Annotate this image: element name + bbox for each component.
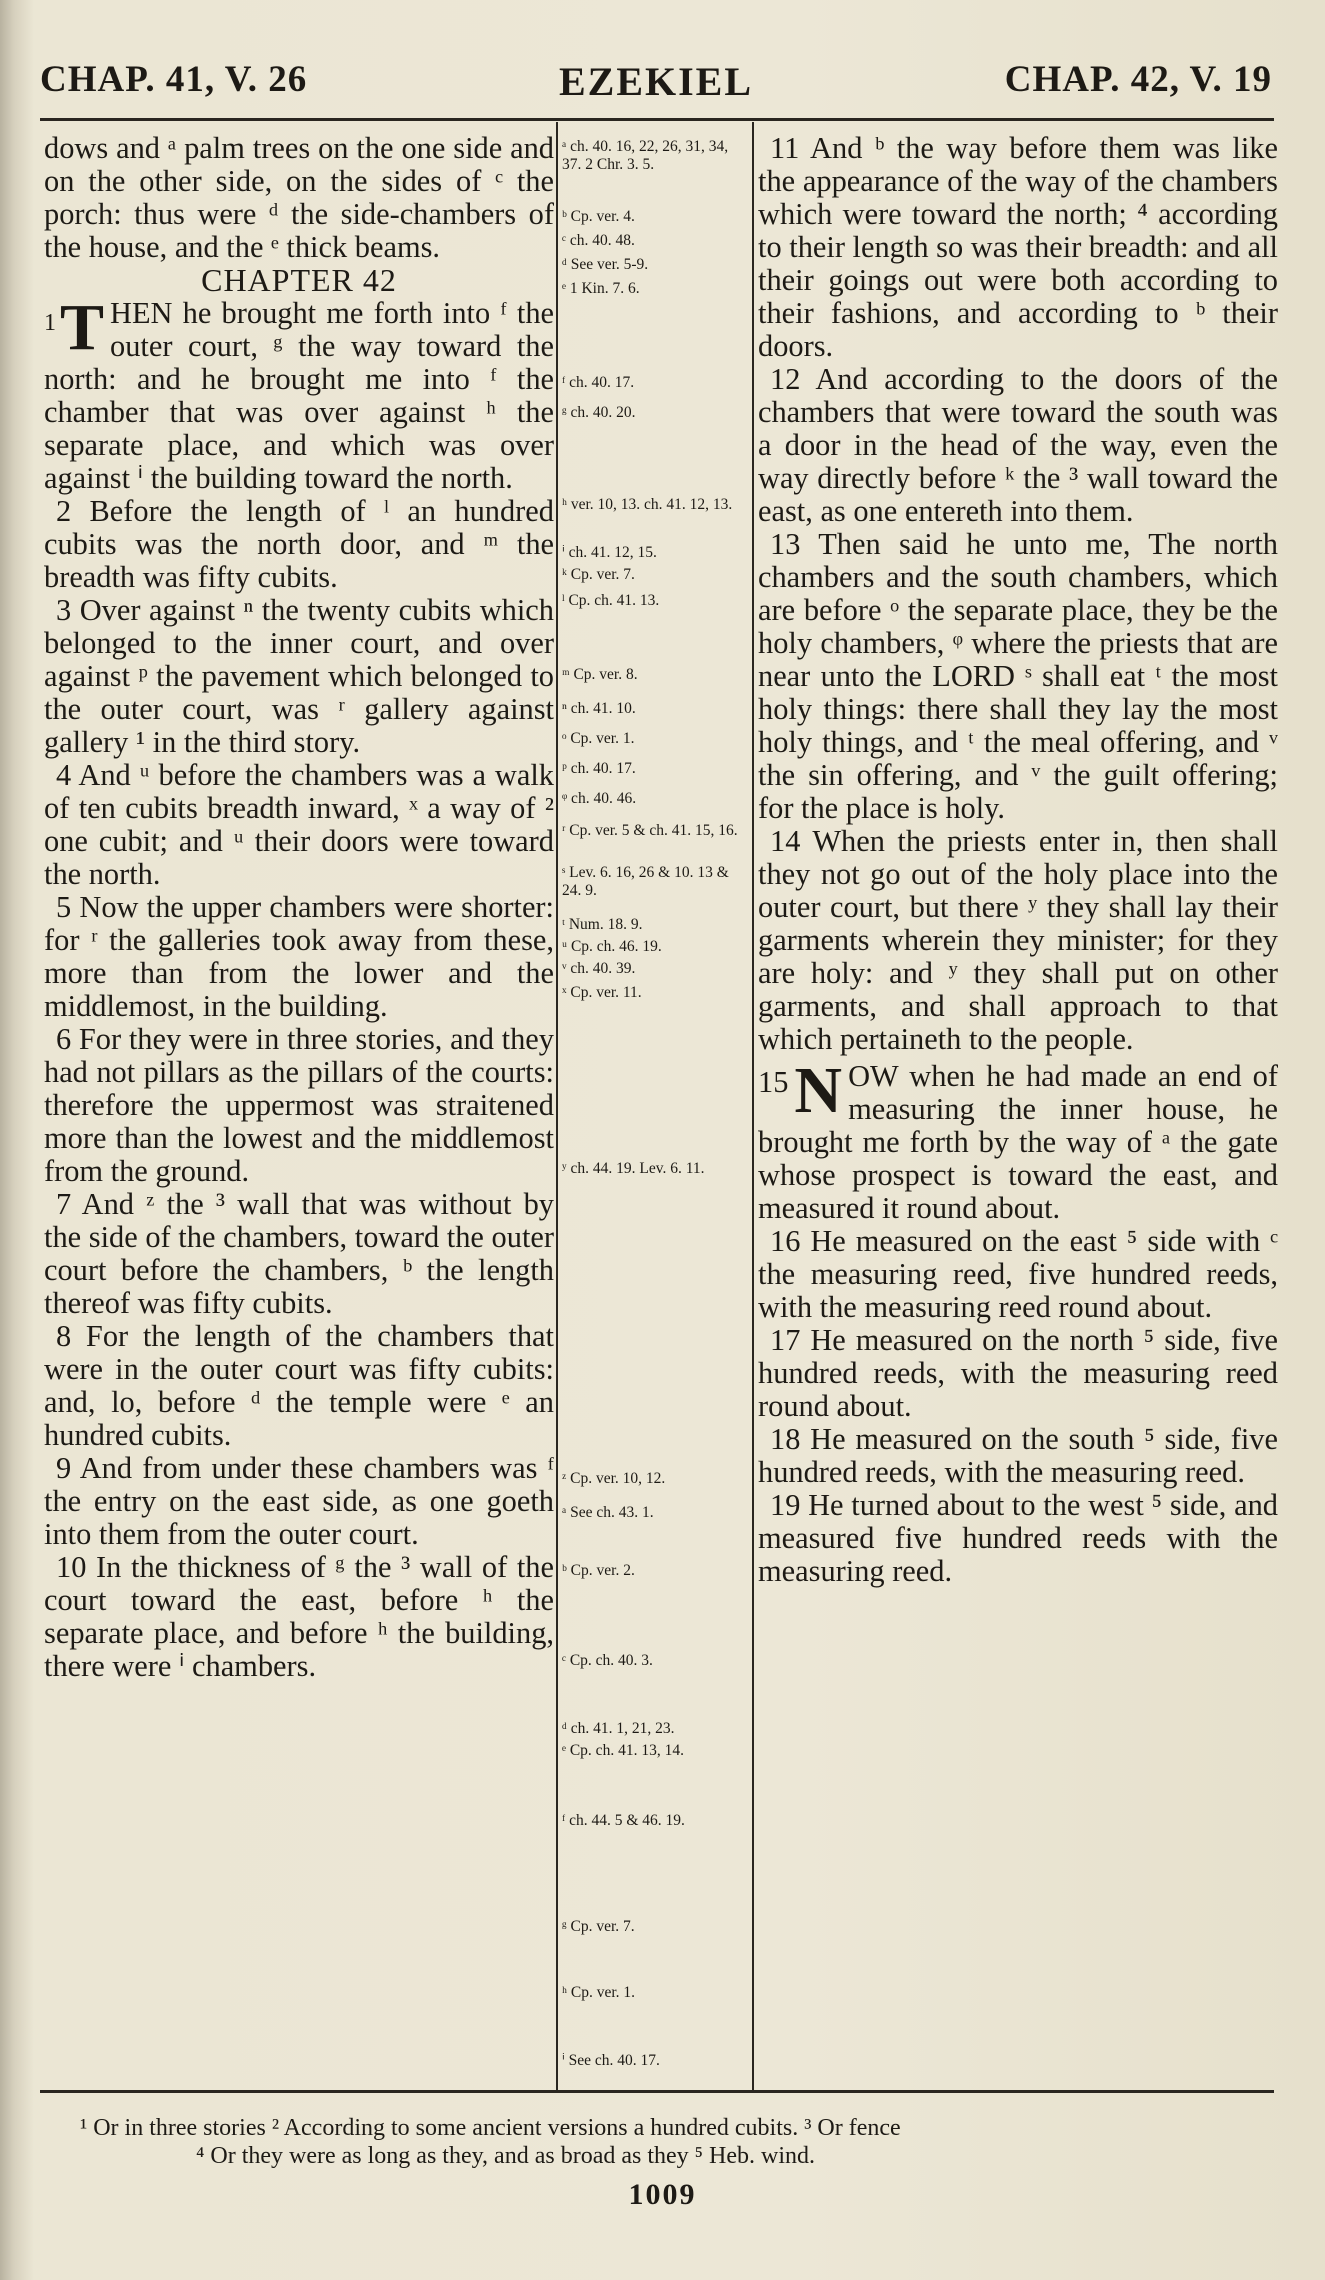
footer-rule [40, 2090, 1274, 2093]
verse-15-dropcap: N [794, 1054, 843, 1127]
cross-reference: ᵘ Cp. ch. 46. 19. [562, 938, 662, 955]
cross-reference: ˢ Lev. 6. 16, 26 & 10. 13 & 24. 9. [562, 864, 729, 899]
cross-reference: ᵇ Cp. ver. 2. [562, 1562, 635, 1579]
cross-reference: ᵐ Cp. ver. 8. [562, 666, 638, 683]
verse-continuation: dows and ᵃ palm trees on the one side and on the other side, on the sides of ᶜ the porch: thus were ᵈ the side-chambers of the house, and the ᵉ thick beams. [44, 131, 554, 264]
footnote-line-1: ¹ Or in three stories ² According to some ancient versions a hundred cubits. ³ Or fence [80, 2115, 901, 2141]
cross-reference: ʰ ver. 10, 13. ch. 41. 12, 13. [562, 496, 733, 513]
column-divider-right [752, 122, 754, 2090]
cross-reference: ᵠ ch. 40. 46. [562, 790, 637, 807]
cross-reference: ᵗ Num. 18. 9. [562, 916, 643, 933]
cross-reference: ᵍ Cp. ver. 7. [562, 1918, 635, 1935]
verse-4: 4 And ᵘ before the chambers was a walk of ten cubits breadth inward, ˣ a way of ² one cubit; and ᵘ their doors were toward the north. [44, 758, 554, 891]
cross-reference: ⁿ ch. 41. 10. [562, 700, 636, 717]
cross-reference: ᶻ Cp. ver. 10, 12. [562, 1470, 666, 1487]
verse-18: 18 He measured on the south ⁵ side, five hundred reeds, with the measuring reed. [758, 1422, 1278, 1489]
cross-reference: ᵏ Cp. ver. 7. [562, 566, 635, 583]
verse-13: 13 Then said he unto me, The north chambers and the south chambers, which are before ᵒ the separate place, they be the holy chambers, ᵠ where the priests that are near unto the LORD ˢ shall eat ᵗ the most holy things: there shall they lay the most holy things, and ᵗ the meal offering, and ᵛ the sin offering, and ᵛ the guilt offering; for the place is holy. [758, 527, 1278, 825]
verse-5: 5 Now the upper chambers were shorter: for ʳ the galleries took away from these, more than from the lower and the middlemost, in the building. [44, 890, 554, 1023]
cross-reference: ᵈ ch. 41. 1, 21, 23. [562, 1720, 675, 1737]
verse-1-number: 1 [44, 310, 56, 336]
verse-8: 8 For the length of the chambers that were in the outer court was fifty cubits: and, lo, before ᵈ the temple were ᵉ an hundred cubits. [44, 1319, 554, 1452]
header-left-reference: CHAP. 41, V. 26 [40, 59, 308, 100]
verse-3: 3 Over against ⁿ the twenty cubits which belonged to the inner court, and over against ᵖ the pavement which belonged to the outer court, was ʳ gallery against gallery ¹ in the third story. [44, 593, 554, 759]
footnote-line-2: ⁴ Or they were as long as they, and as broad as they ⁵ Heb. wind. [196, 2143, 816, 2169]
cross-reference: ⁱ ch. 41. 12, 15. [562, 544, 657, 561]
cross-reference: ᵍ ch. 40. 20. [562, 404, 636, 421]
cross-reference: ʳ Cp. ver. 5 & ch. 41. 15, 16. [562, 822, 738, 839]
cross-reference: ˡ Cp. ch. 41. 13. [562, 592, 660, 609]
verse-2: 2 Before the length of ˡ an hundred cubits was the north door, and ᵐ the breadth was fifty cubits. [44, 494, 554, 594]
verse-10: 10 In the thickness of ᵍ the ³ wall of the court toward the east, before ʰ the separate place, and before ʰ the building, there were ⁱ chambers. [44, 1550, 554, 1683]
verse-12: 12 And according to the doors of the chambers that were toward the south was a door in the head of the way, even the way directly before ᵏ the ³ wall toward the east, as one entereth into them. [758, 362, 1278, 528]
page-number: 1009 [628, 2178, 697, 2211]
cross-reference: ᶠ ch. 40. 17. [562, 374, 635, 391]
verse-9: 9 And from under these chambers was ᶠ the entry on the east side, as one goeth into them from the outer court. [44, 1451, 554, 1551]
cross-reference: ᵛ ch. 40. 39. [562, 960, 636, 977]
verse-1-text: HEN he brought me forth into ᶠ the outer court, ᵍ the way toward the north: and he brought me into ᶠ the chamber that was over against ʰ the separate place, and which was over against ⁱ the building toward the north. [44, 296, 554, 495]
verse-15 [758, 1054, 1278, 1225]
chapter-heading: CHAPTER 42 [201, 262, 397, 298]
verse-14: 14 When the priests enter in, then shall they not go out of the holy place into the outer court, but there ʸ they shall lay their garments wherein they minister; for they are holy: and ʸ they shall put on other garments, and shall approach to that which pertaineth to the people. [758, 824, 1278, 1056]
cross-reference: ᵖ ch. 40. 17. [562, 760, 636, 777]
left-text-column [44, 132, 554, 1683]
cross-reference: ˣ Cp. ver. 11. [562, 984, 642, 1001]
right-text-column [758, 132, 1278, 1588]
cross-reference: ʰ Cp. ver. 1. [562, 1984, 636, 2001]
cross-reference: ᵉ Cp. ch. 41. 13, 14. [562, 1742, 684, 1759]
cross-reference: ᶜ ch. 40. 48. [562, 232, 635, 249]
verse-6: 6 For they were in three stories, and they had not pillars as the pillars of the courts: therefore the uppermost was straitened more than the lowest and the middlemost from the ground. [44, 1022, 554, 1188]
verse-1 [44, 291, 554, 495]
column-divider-left [556, 122, 558, 2090]
cross-reference: ᵉ 1 Kin. 7. 6. [562, 280, 640, 297]
header-book-title: EZEKIEL [558, 59, 754, 104]
verse-17: 17 He measured on the north ⁵ side, five hundred reeds, with the measuring reed round about. [758, 1323, 1278, 1423]
running-header [40, 58, 1272, 114]
cross-reference: ⁱ See ch. 40. 17. [562, 2052, 660, 2069]
cross-reference: ᵃ See ch. 43. 1. [562, 1504, 654, 1521]
cross-reference: ᶠ ch. 44. 5 & 46. 19. [562, 1812, 685, 1829]
header-rule [40, 118, 1274, 121]
verse-19: 19 He turned about to the west ⁵ side, and measured five hundred reeds with the measuring reed. [758, 1488, 1278, 1588]
verse-15-number: 15 [758, 1065, 789, 1099]
cross-reference: ᵃ ch. 40. 16, 22, 26, 31, 34, 37. 2 Chr. 3. 5. [562, 138, 729, 173]
verse-7: 7 And ᶻ the ³ wall that was without by the side of the chambers, toward the outer court before the chambers, ᵇ the length thereof was fifty cubits. [44, 1187, 554, 1320]
header-right-reference: CHAP. 42, V. 19 [1004, 59, 1272, 100]
verse-16: 16 He measured on the east ⁵ side with ᶜ the measuring reed, five hundred reeds, with the measuring reed round about. [758, 1224, 1278, 1324]
cross-reference: ᵇ Cp. ver. 4. [562, 208, 635, 225]
verse-1-dropcap: T [60, 291, 105, 364]
cross-reference: ᶜ Cp. ch. 40. 3. [562, 1652, 653, 1669]
cross-reference: ᵈ See ver. 5-9. [562, 256, 649, 273]
cross-reference: ʸ ch. 44. 19. Lev. 6. 11. [562, 1160, 705, 1177]
verse-15-text: OW when he had made an end of measuring the inner house, he brought me forth by the way of ᵃ the gate whose prospect is toward the east, and measured it round about. [758, 1059, 1278, 1225]
verse-11: 11 And ᵇ the way before them was like the appearance of the way of the chambers which were toward the north; ⁴ according to their length so was their breadth: and all their goings out were both according to their fashions, and according to ᵇ their doors. [758, 131, 1278, 363]
cross-reference: ᵒ Cp. ver. 1. [562, 730, 635, 747]
